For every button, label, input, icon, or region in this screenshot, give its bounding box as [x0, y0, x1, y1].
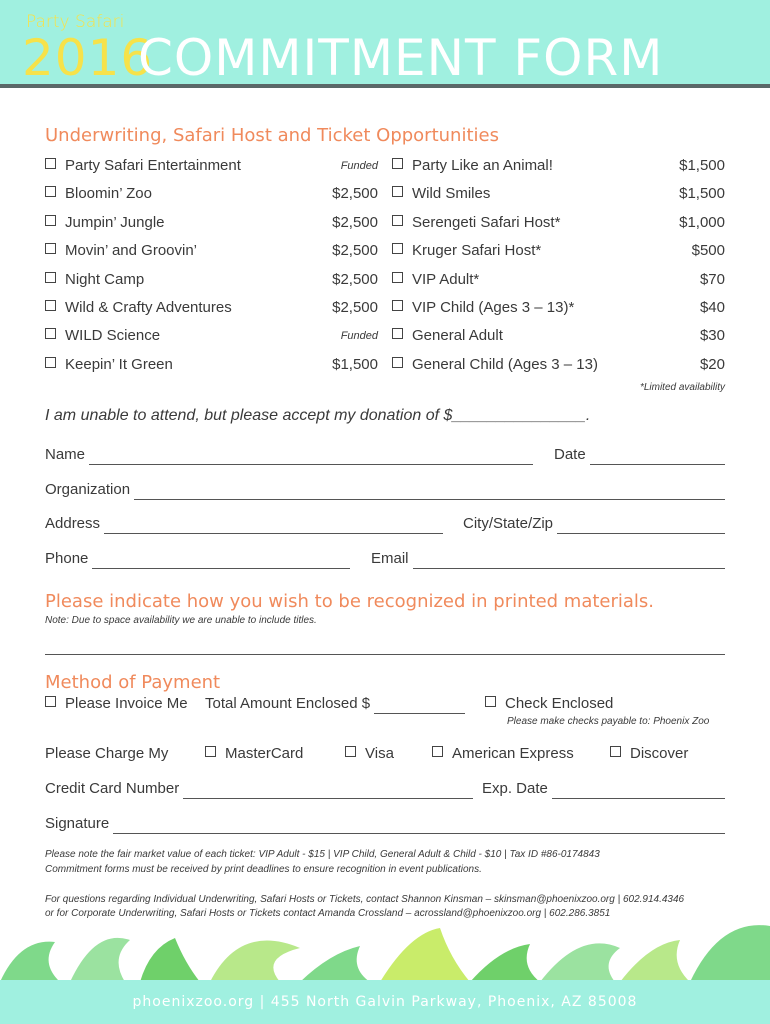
- option-label: VIP Child (Ages 3 – 13)*: [412, 299, 575, 316]
- email-field[interactable]: [371, 549, 725, 569]
- invoice-option[interactable]: [45, 693, 188, 715]
- underwriting-option[interactable]: [392, 240, 725, 262]
- underwriting-option[interactable]: [45, 183, 378, 205]
- exp-date-field[interactable]: [482, 779, 725, 799]
- recognition-note: Note: Due to space availability we are unable to include titles.: [45, 615, 317, 626]
- phone-field[interactable]: [45, 549, 350, 569]
- exp-date-line[interactable]: [552, 784, 725, 799]
- option-label: Jumpin’ Jungle: [65, 213, 165, 231]
- amex-checkbox[interactable]: [432, 746, 443, 757]
- option-label: Party Safari Entertainment: [65, 157, 241, 174]
- underwriting-option[interactable]: [45, 240, 378, 262]
- option-checkbox[interactable]: [45, 300, 56, 311]
- option-label: VIP Adult*: [412, 270, 480, 288]
- option-price: $30: [699, 327, 725, 345]
- footer-address: phoenixzoo.org | 455 North Galvin Parkway, Phoenix, AZ 85008: [132, 994, 638, 1010]
- limited-availability-note: *Limited availability: [639, 382, 725, 393]
- option-price: $1,000: [679, 213, 725, 231]
- option-label: Night Camp: [65, 270, 145, 288]
- palm-icon: [380, 928, 470, 982]
- underwriting-option[interactable]: [392, 325, 725, 347]
- option-label: Keepin’ It Green: [65, 355, 173, 373]
- option-checkbox[interactable]: [392, 357, 403, 368]
- email-line[interactable]: [413, 554, 725, 569]
- total-amount-label: Total Amount Enclosed $: [205, 695, 371, 712]
- underwriting-option[interactable]: [392, 183, 725, 205]
- option-checkbox[interactable]: [392, 158, 403, 169]
- charge-label: Please Charge My: [45, 745, 169, 762]
- card-option-amex[interactable]: [432, 743, 574, 765]
- underwriting-option[interactable]: [392, 354, 725, 376]
- address-field[interactable]: [45, 514, 443, 534]
- signature-label: Signature: [45, 815, 110, 832]
- card-option-mastercard[interactable]: [205, 743, 303, 765]
- leaf-icon: [470, 944, 540, 982]
- option-price: $2,500: [332, 185, 378, 203]
- signature-line[interactable]: [113, 819, 725, 834]
- leaf-icon: [70, 938, 130, 982]
- option-price: $20: [699, 355, 725, 373]
- fair-market-note: Please note the fair market value of each ticket: VIP Adult - $15 | VIP Child, General Adult & Child - $10 | Tax ID #86-0174843: [45, 849, 600, 860]
- total-amount-line[interactable]: [374, 699, 465, 714]
- organization-line[interactable]: [134, 485, 725, 500]
- option-label: General Child (Ages 3 – 13): [412, 355, 598, 373]
- underwriting-title: Underwriting, Safari Host and Ticket Opportunities: [45, 125, 499, 146]
- option-checkbox[interactable]: [45, 243, 56, 254]
- total-amount-field[interactable]: [205, 694, 465, 714]
- donation-statement: I am unable to attend, but please accept my donation of $_______________.: [45, 407, 591, 424]
- card-number-label: Credit Card Number: [45, 780, 180, 797]
- option-price: $2,500: [332, 270, 378, 288]
- city-state-zip-label: City/State/Zip: [463, 515, 554, 532]
- check-payable-note: Please make checks payable to: Phoenix Zoo: [507, 716, 710, 727]
- recognition-title: Please indicate how you wish to be recognized in printed materials.: [45, 591, 655, 612]
- jungle-leaves-decoration: [0, 918, 770, 982]
- underwriting-option[interactable]: [45, 297, 378, 319]
- option-label: Movin’ and Groovin’: [65, 242, 198, 260]
- questions-note-corporate: or for Corporate Underwriting, Safari Hosts or Tickets contact Amanda Crossland – acrossland@phoenixzoo.org | 602.286.3851: [45, 908, 611, 919]
- leaf-icon: [620, 940, 690, 982]
- underwriting-option[interactable]: [45, 354, 378, 376]
- invoice-checkbox[interactable]: [45, 696, 56, 707]
- payment-title: Method of Payment: [45, 672, 221, 693]
- option-price: $2,500: [332, 299, 378, 316]
- option-label: Kruger Safari Host*: [412, 242, 542, 260]
- fern-icon: [210, 941, 300, 982]
- leaf-icon: [300, 946, 370, 982]
- option-price: $1,500: [679, 157, 725, 174]
- option-price: $500: [691, 242, 725, 260]
- underwriting-option[interactable]: [392, 269, 725, 291]
- check-checkbox[interactable]: [485, 696, 496, 707]
- form-title: COMMITMENT FORM: [138, 29, 664, 87]
- option-label: Serengeti Safari Host*: [412, 213, 561, 231]
- name-field[interactable]: [45, 445, 533, 465]
- palm-icon: [690, 925, 770, 982]
- amex-label: American Express: [452, 745, 574, 762]
- option-label: Wild Smiles: [412, 185, 491, 203]
- option-checkbox[interactable]: [392, 186, 403, 197]
- option-label: Party Like an Animal!: [412, 157, 553, 174]
- address-line[interactable]: [104, 519, 443, 534]
- phone-line[interactable]: [92, 554, 350, 569]
- underwriting-option[interactable]: [392, 297, 725, 319]
- leaf-icon: [140, 938, 200, 982]
- option-checkbox[interactable]: [45, 158, 56, 169]
- card-option-visa[interactable]: [345, 743, 394, 765]
- option-price: $1,500: [332, 355, 378, 373]
- underwriting-option[interactable]: [392, 212, 725, 234]
- visa-checkbox[interactable]: [345, 746, 356, 757]
- option-checkbox[interactable]: [392, 243, 403, 254]
- underwriting-option[interactable]: [45, 212, 378, 234]
- option-label: Wild & Crafty Adventures: [65, 299, 232, 316]
- deadline-note: Commitment forms must be received by print deadlines to ensure recognition in event publications.: [45, 864, 482, 875]
- option-checkbox[interactable]: [392, 328, 403, 339]
- date-label: Date: [554, 446, 586, 463]
- fern-icon: [540, 943, 620, 982]
- questions-note-individual: For questions regarding Individual Underwriting, Safari Hosts or Tickets, contact Shannon Kinsman – skinsman@phoenixzoo.org | 602.914.4346: [45, 894, 685, 905]
- organization-label: Organization: [45, 481, 131, 498]
- signature-field[interactable]: [45, 814, 725, 834]
- option-price: $1,500: [679, 185, 725, 203]
- event-brand: Party Safari: [26, 12, 125, 32]
- card-option-discover[interactable]: [610, 743, 688, 765]
- name-label: Name: [45, 446, 86, 463]
- discover-checkbox[interactable]: [610, 746, 621, 757]
- option-label: Bloomin’ Zoo: [65, 185, 152, 203]
- invoice-label: Please Invoice Me: [65, 695, 188, 712]
- option-checkbox[interactable]: [45, 328, 56, 339]
- discover-label: Discover: [630, 745, 689, 762]
- option-price: $2,500: [332, 213, 378, 231]
- organization-field[interactable]: [45, 480, 725, 500]
- mastercard-checkbox[interactable]: [205, 746, 216, 757]
- underwriting-option[interactable]: [45, 269, 378, 291]
- option-price: Funded: [340, 330, 378, 343]
- check-label: Check Enclosed: [505, 695, 614, 712]
- option-label: General Adult: [412, 327, 503, 345]
- option-checkbox[interactable]: [45, 215, 56, 226]
- city-state-zip-field[interactable]: [463, 514, 725, 534]
- underwriting-option[interactable]: [45, 155, 378, 177]
- option-price: $2,500: [332, 242, 378, 260]
- name-line[interactable]: [89, 450, 533, 465]
- card-number-field[interactable]: [45, 779, 473, 799]
- option-price: Funded: [340, 160, 378, 172]
- recognition-input-line[interactable]: [45, 654, 725, 655]
- underwriting-option[interactable]: [392, 155, 725, 177]
- date-field[interactable]: [554, 445, 725, 465]
- option-checkbox[interactable]: [45, 186, 56, 197]
- option-checkbox[interactable]: [45, 357, 56, 368]
- address-label: Address: [45, 515, 101, 532]
- date-line[interactable]: [590, 450, 725, 465]
- event-year: 2016: [22, 29, 154, 87]
- leaf-icon: [0, 942, 60, 982]
- mastercard-label: MasterCard: [225, 745, 304, 762]
- city-state-zip-line[interactable]: [557, 519, 725, 534]
- option-price: $40: [699, 299, 725, 316]
- phone-label: Phone: [45, 550, 89, 567]
- visa-label: Visa: [365, 745, 394, 762]
- option-checkbox[interactable]: [392, 215, 403, 226]
- option-checkbox[interactable]: [45, 272, 56, 283]
- exp-date-label: Exp. Date: [482, 780, 548, 797]
- option-price: $70: [699, 270, 725, 288]
- underwriting-option[interactable]: [45, 325, 378, 347]
- option-checkbox[interactable]: [392, 272, 403, 283]
- card-number-line[interactable]: [183, 784, 473, 799]
- option-checkbox[interactable]: [392, 300, 403, 311]
- email-label: Email: [371, 550, 409, 567]
- option-label: WILD Science: [65, 327, 161, 345]
- check-option[interactable]: [485, 693, 613, 715]
